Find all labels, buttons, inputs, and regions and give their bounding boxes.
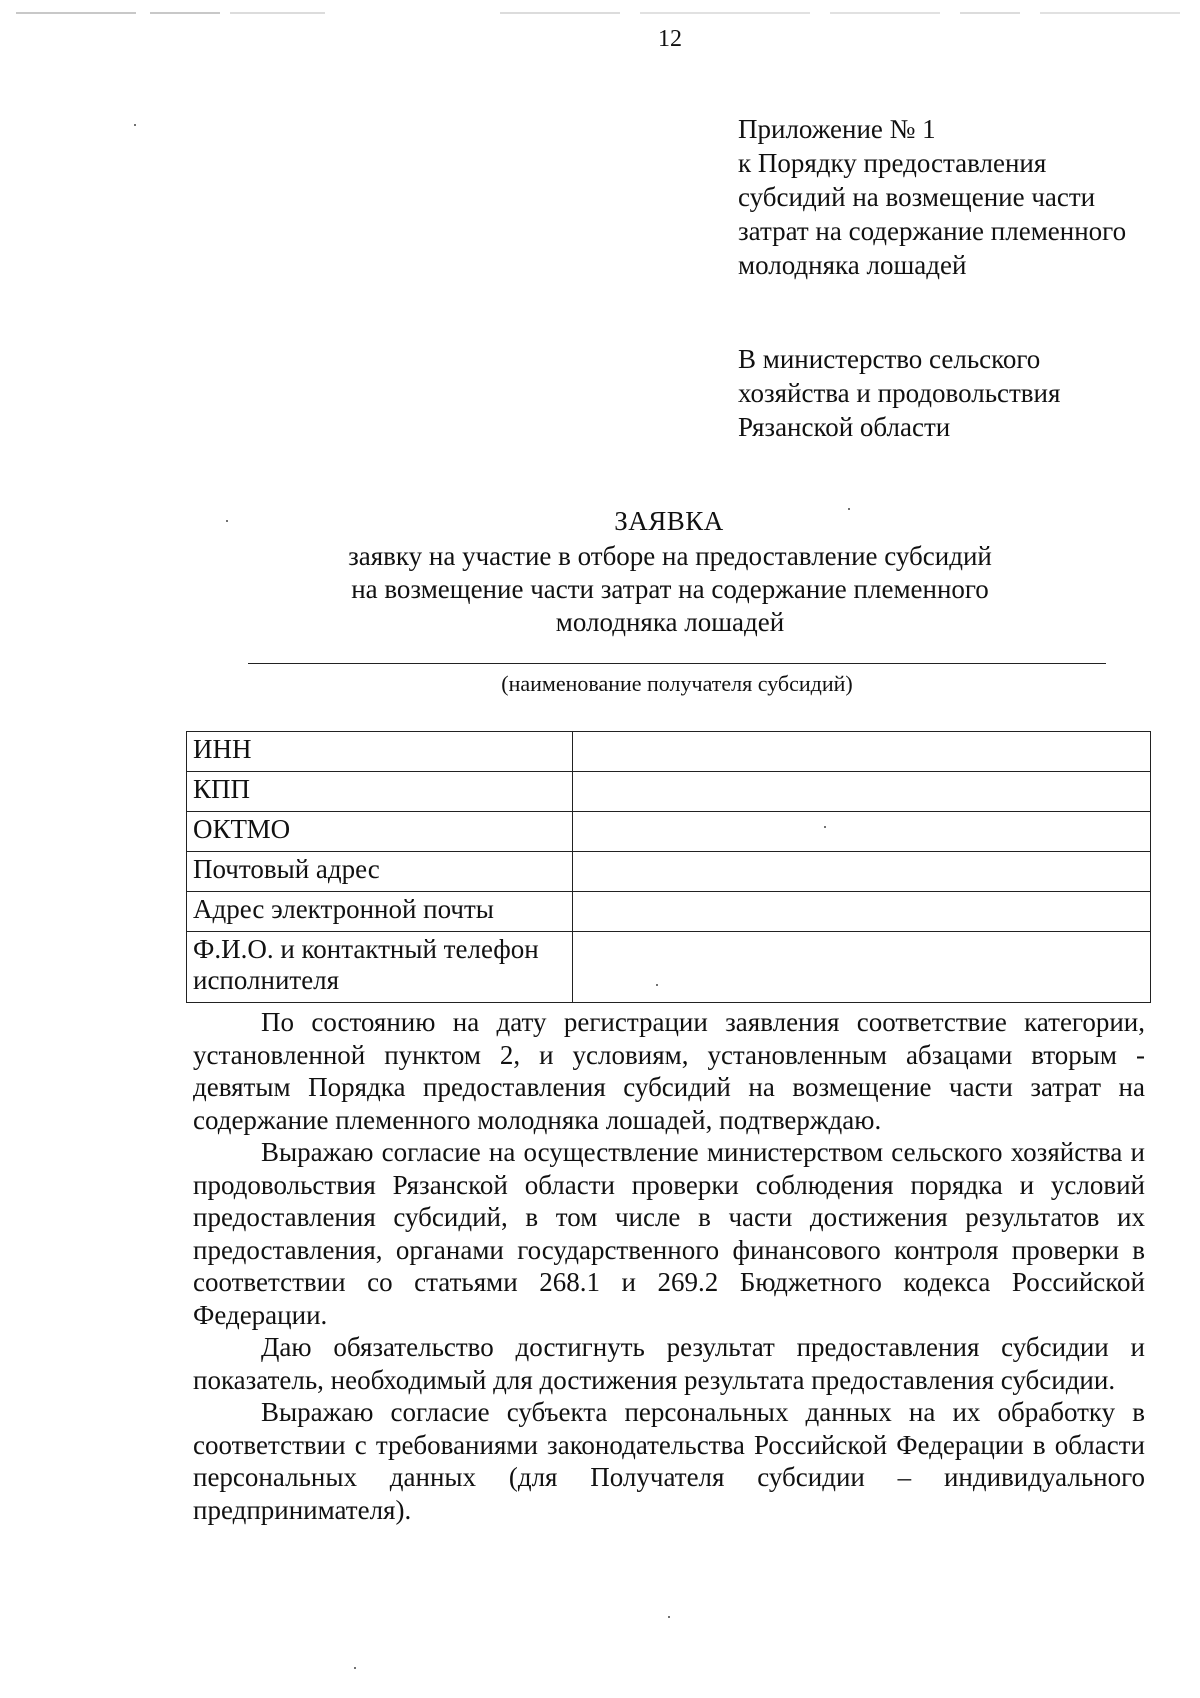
paragraph-confirmation: По состоянию на дату регистрации заявления соответствие категории, установленной пунктом 2, и условиям, установленным абзацами вторым - девятым Порядка предоставления субсидий на возмещение части затрат на содержание племенного молодняка лошадей, подтверждаю. [193, 1007, 1145, 1135]
row-value-postal-address[interactable] [573, 852, 1151, 892]
appendix-header [738, 112, 1178, 282]
paragraph-personal-data-consent: Выражаю согласие субъекта персональных данных на их обработку в соответствии с требованиями законодательства Российской Федерации в области персональных данных (для Получателя субсидии – индивидуального предпринимателя). [193, 1397, 1145, 1525]
row-value-oktmo[interactable] [573, 812, 1151, 852]
row-label-kpp: КПП [187, 772, 573, 812]
appendix-line: затрат на содержание племенного [738, 216, 1127, 246]
subtitle-line: заявку на участие в отборе на предоставление субсидий [348, 541, 992, 571]
row-value-inn[interactable] [573, 732, 1151, 772]
document-title: ЗАЯВКА [614, 506, 724, 536]
table-row [187, 852, 1151, 892]
row-value-email[interactable] [573, 892, 1151, 932]
table-row [187, 932, 1151, 1003]
scan-speck [354, 1667, 356, 1669]
page-number: 12 [658, 26, 682, 52]
scan-speck [824, 826, 826, 828]
table-row [187, 772, 1151, 812]
row-value-kpp[interactable] [573, 772, 1151, 812]
row-label-contact: Ф.И.О. и контактный телефон исполнителя [187, 932, 573, 1003]
addressee-line: В министерство сельского [738, 344, 1041, 374]
scan-speck [656, 984, 658, 986]
subtitle-line: молодняка лошадей [555, 607, 785, 637]
addressee-line: Рязанской области [738, 412, 951, 442]
recipient-name-line [248, 663, 1106, 664]
table-row [187, 812, 1151, 852]
paragraph-inspection-consent: Выражаю согласие на осуществление министерством сельского хозяйства и продовольствия Рязанской области проверки соблюдения порядка и условий предоставления субсидий, в том числе в части достижения результатов их предоставления, органами государственного финансового контроля проверки в соответствии со статьями 268.1 и 269.2 Бюджетного кодекса Российской Федерации. [193, 1137, 1145, 1330]
body-text [193, 1006, 1145, 1526]
document-subtitle [300, 540, 1040, 639]
scan-edge-artifacts [0, 12, 1200, 20]
row-label-inn: ИНН [187, 732, 573, 772]
table-row [187, 732, 1151, 772]
row-value-contact[interactable] [573, 932, 1151, 1003]
appendix-line: Приложение № 1 [738, 114, 936, 144]
scan-speck [668, 1616, 670, 1618]
appendix-line: к Порядку предоставления [738, 148, 1047, 178]
row-label-email: Адрес электронной почты [187, 892, 573, 932]
row-label-oktmo: ОКТМО [187, 812, 573, 852]
scan-speck [226, 520, 228, 522]
row-label-postal-address: Почтовый адрес [187, 852, 573, 892]
appendix-line: субсидий на возмещение части [738, 182, 1096, 212]
scan-speck [134, 124, 136, 126]
addressee-block [738, 342, 1178, 444]
appendix-line: молодняка лошадей [738, 250, 967, 280]
addressee-line: хозяйства и продовольствия [738, 378, 1061, 408]
recipient-info-table [186, 731, 1151, 1003]
recipient-caption: (наименование получателя субсидий) [501, 671, 853, 696]
paragraph-obligation: Даю обязательство достигнуть результат предоставления субсидии и показатель, необходимый для достижения результата предоставления субсидии. [193, 1332, 1145, 1395]
table-row [187, 892, 1151, 932]
subtitle-line: на возмещение части затрат на содержание племенного [351, 574, 989, 604]
scan-speck [848, 508, 850, 510]
